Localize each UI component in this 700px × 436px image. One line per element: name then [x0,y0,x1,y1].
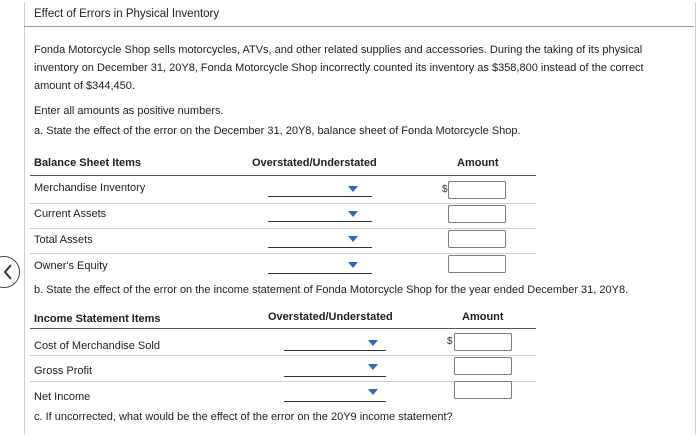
row-label: Gross Profit [34,365,93,377]
dropdown-arrow-icon[interactable] [348,262,358,268]
table-b-header-rule [30,328,536,329]
amount-input[interactable] [448,205,506,223]
amount-input[interactable] [448,255,506,273]
col-header-over-under-a: Overstated/Understated [252,157,377,169]
row-divider [30,203,536,204]
dollar-sign: $ [447,336,453,347]
over-under-select[interactable] [268,273,372,274]
row-label: Total Assets [34,234,93,246]
row-label: Cost of Merchandise Sold [34,340,160,352]
back-button[interactable] [0,256,20,288]
over-under-select[interactable] [268,196,372,197]
dropdown-arrow-icon[interactable] [348,236,358,242]
over-under-select[interactable] [268,247,372,248]
amount-input[interactable] [448,230,506,248]
col-header-amount-a: Amount [457,157,499,169]
amount-input[interactable] [454,381,512,399]
col-header-balance-items: Balance Sheet Items [34,157,141,169]
question-b: b. State the effect of the error on the income statement of Fonda Motorcycle Shop for the year ended December 31, 20Y8. [34,284,629,296]
problem-paragraph: Fonda Motorcycle Shop sells motorcycles, ATVs, and other related supplies and accessories. During the taking of its physical inventory on December 31, 20Y8, Fonda Motorcycle Shop incorrectly counted its inventory as $358,800 instead of the correct amount of $344,450. [34,44,644,92]
col-header-over-under-b: Overstated/Understated [268,311,393,323]
row-divider [30,228,536,229]
row-divider [30,355,536,356]
page-title: Effect of Errors in Physical Inventory [34,8,220,20]
instruction-text: Enter all amounts as positive numbers. [34,105,224,117]
dropdown-arrow-icon[interactable] [368,340,378,346]
amount-input[interactable] [448,181,506,199]
over-under-select[interactable] [284,401,386,402]
question-a: a. State the effect of the error on the December 31, 20Y8, balance sheet of Fonda Motorcycle Shop. [34,125,521,137]
over-under-select[interactable] [284,376,386,377]
problem-text [34,41,669,140]
row-label: Merchandise Inventory [34,182,146,194]
row-label: Current Assets [34,208,107,220]
chevron-left-icon [3,264,13,280]
table-a-header-rule [30,175,536,176]
amount-input[interactable] [454,333,512,351]
col-header-amount-b: Amount [462,311,504,323]
col-header-income-items: Income Statement Items [34,313,161,325]
amount-input[interactable] [454,357,512,375]
row-divider [30,253,536,254]
over-under-select[interactable] [284,350,386,351]
dropdown-arrow-icon[interactable] [368,389,378,395]
row-label: Owner's Equity [34,260,108,272]
dropdown-arrow-icon[interactable] [368,364,378,370]
over-under-select[interactable] [268,221,372,222]
dollar-sign: $ [442,184,448,195]
dropdown-arrow-icon[interactable] [348,211,358,217]
dropdown-arrow-icon[interactable] [348,186,358,192]
row-label: Net Income [34,391,91,403]
question-c: c. If uncorrected, what would be the effect of the error on the 20Y9 income statement? [34,411,453,423]
